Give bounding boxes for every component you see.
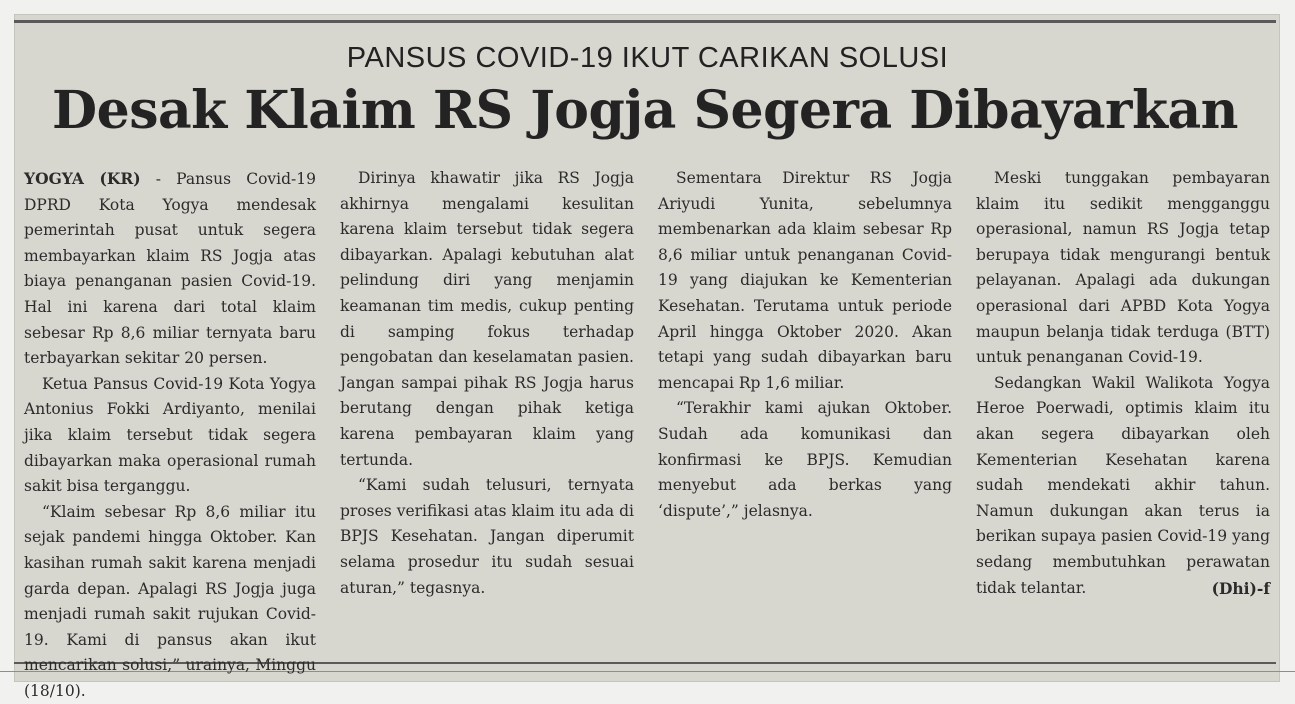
article-column-4 (976, 166, 1270, 704)
top-rule (14, 20, 1276, 23)
article-column-3 (658, 166, 952, 704)
article-kicker: PANSUS COVID-19 IKUT CARIKAN SOLUSI (346, 42, 949, 74)
article-paragraph (976, 371, 1270, 601)
article-paragraph-text: - Pansus Covid-19 DPRD Kota Yogya mendesak pemerintah pusat untuk segera membayarkan klaim RS Jogja atas biaya penanganan pasien Covid-19. Hal ini karena dari total klaim sebesar Rp 8,6 miliar ternyata baru terbayarkan sekitar 20 persen. (24, 170, 316, 368)
article-paragraph: “Klaim sebesar Rp 8,6 miliar itu sejak pandemi hingga Oktober. Kan kasihan rumah sakit karena menjadi garda depan. Apalagi RS Jogja juga menjadi rumah sakit rujukan Covid-19. Kami di pansus akan ikut mencarikan solusi,” urainya, Minggu (18/10). (24, 502, 316, 700)
article-signature: (Dhi)-f (1211, 578, 1270, 598)
article-paragraph: Meski tunggakan pembayaran klaim itu sedikit mengganggu operasional, namun RS Jogja tetap berupaya tidak mengurangi bentuk pelayanan. Apalagi ada dukungan operasional dari APBD Kota Yogya maupun belanja tidak terduga (BTT) untuk penanganan Covid-19. (976, 169, 1270, 367)
article-dateline: YOGYA (KR) (24, 169, 141, 188)
article-paragraph: “Terakhir kami ajukan Oktober. Sudah ada komunikasi dan konfirmasi ke BPJS. Kemudian menyebut ada berkas yang ‘dispute’,” jelasnya. (658, 399, 952, 520)
article-paragraph: Dirinya khawatir jika RS Jogja akhirnya mengalami kesulitan karena klaim tersebut tidak segera dibayarkan. Apalagi kebutuhan alat pelindung diri yang menjamin keamanan tim medis, cukup penting di samping fokus terhadap pengobatan dan keselamatan pasien. Jangan sampai pihak RS Jogja harus berutang dengan pihak ketiga karena pembayaran klaim yang tertunda. (340, 169, 634, 469)
article-headline: Desak Klaim RS Jogja Segera Dibayarkan (52, 80, 1238, 141)
article-paragraph: “Kami sudah telusuri, ternyata proses verifikasi atas klaim itu ada di BPJS Kesehatan. Jangan diperumit selama prosedur itu sudah sesuai aturan,” tegasnya. (340, 476, 634, 597)
article-paragraph: Sementara Direktur RS Jogja Ariyudi Yunita, sebelumnya membenarkan ada klaim sebesar Rp 8,6 miliar untuk penanganan Covid-19 yang diajukan ke Kementerian Kesehatan. Terutama untuk periode April hingga Oktober 2020. Akan tetapi yang sudah dibayarkan baru mencapai Rp 1,6 miliar. (658, 169, 952, 392)
article-paragraph: Ketua Pansus Covid-19 Kota Yogya Antonius Fokki Ardiyanto, menilai jika klaim tersebut tidak segera dibayarkan maka operasional rumah sakit bisa terganggu. (24, 374, 316, 496)
article-column-1 (24, 166, 316, 704)
article-paragraph (24, 166, 316, 372)
article-column-2 (340, 166, 634, 704)
article-paragraph-text: Sedangkan Wakil Walikota Yogya Heroe Poerwadi, optimis klaim itu akan segera dibayarkan oleh Kementerian Kesehatan karena sudah mendekati akhir tahun. Namun dukungan akan terus ia berikan supaya pasien Covid-19 yang sedang membutuhkan perawatan tidak telantar. (976, 373, 1270, 597)
article-body (24, 166, 1270, 700)
